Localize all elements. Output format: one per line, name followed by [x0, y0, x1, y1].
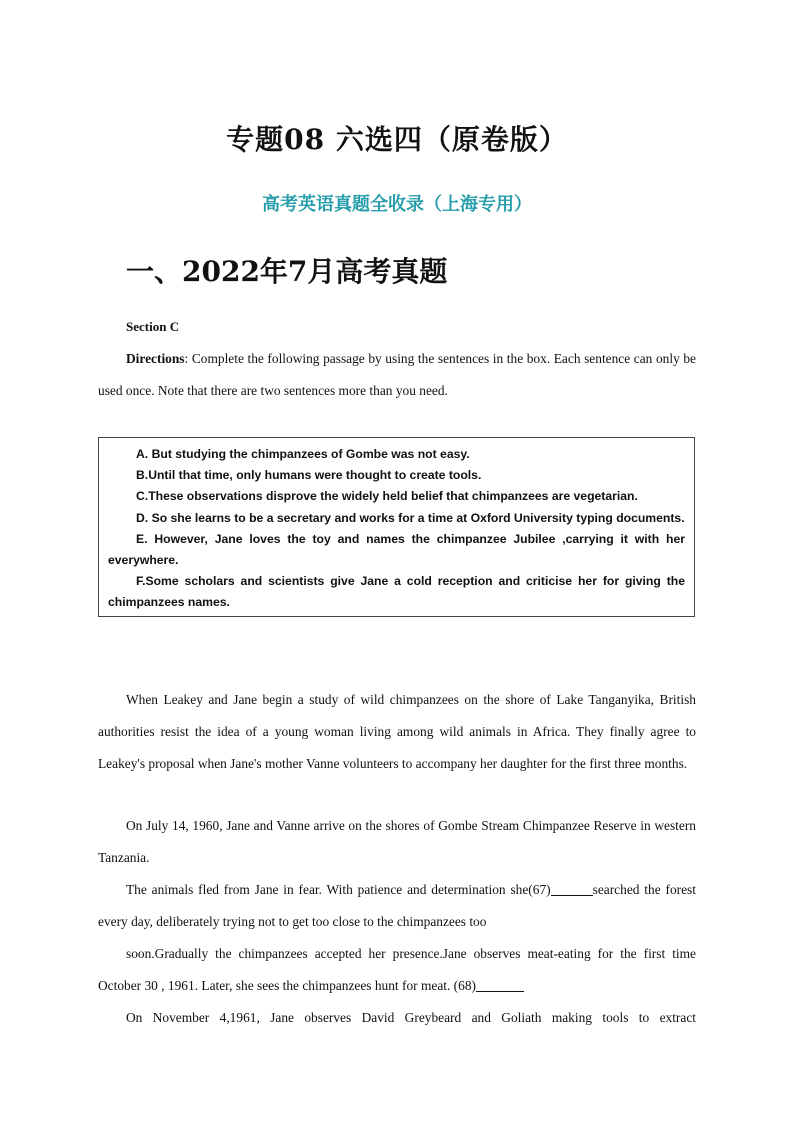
directions-paragraph [98, 343, 696, 407]
options-box [98, 437, 695, 617]
section-heading: 一、2022年7月高考真题 [126, 255, 448, 288]
passage-paragraph-2: On July 14, 1960, Jane and Vanne arrive on the shores of Gombe Stream Chimpanzee Reserve in western Tanzania. [98, 818, 696, 865]
passage-paragraph-4 [98, 938, 696, 1002]
passage-paragraph-5: On November 4,1961, Jane observes David Greybeard and Goliath making tools to extract [126, 1010, 696, 1025]
option-b: B.Until that time, only humans were thought to create tools. [136, 468, 482, 483]
passage-text-4: soon.Gradually the chimpanzees accepted her presence.Jane observes meat-eating for the first time October 30 , 1961. Later, she sees the chimpanzees hunt for meat. (68) [98, 946, 696, 993]
page-subtitle: 高考英语真题全收录（上海专用） [262, 194, 532, 215]
passage-text-3a: The animals fled from Jane in fear. With patience and determination she(67) [126, 882, 551, 897]
passage-paragraph-1: When Leakey and Jane begin a study of wild chimpanzees on the shore of Lake Tanganyika, British authorities resist the idea of a young woman living among wild animals in Africa. They finally agree to Leakey's proposal when Jane's mother Vanne volunteers to accompany her daughter for the first three months. [98, 692, 696, 771]
page-title: 专题08 六选四（原卷版） [226, 123, 568, 156]
directions-text: : Complete the following passage by using the sentences in the box. Each sentence can only be used once. Note that there are two sentences more than you need. [98, 351, 696, 398]
blank-67[interactable] [551, 894, 593, 896]
option-e: E. However, Jane loves the toy and names the chimpanzee Jubilee ,carrying it with her everywhere. [108, 531, 685, 568]
directions-label: Directions [126, 351, 185, 366]
option-a: A. But studying the chimpanzees of Gombe was not easy. [136, 447, 470, 461]
option-d: D. So she learns to be a secretary and works for a time at Oxford University typing documents. [136, 510, 685, 525]
option-c: C.These observations disprove the widely held belief that chimpanzees are vegetarian. [136, 489, 638, 504]
blank-68[interactable] [476, 990, 524, 992]
option-f: F.Some scholars and scientists give Jane a cold reception and criticise her for giving the chimpanzees names. [108, 574, 685, 610]
passage-paragraph-3 [98, 874, 696, 938]
passage-text-3b: searched the forest every day, deliberately trying not to get too close to the chimpanzees too [98, 882, 696, 929]
section-label: Section C [126, 319, 180, 334]
